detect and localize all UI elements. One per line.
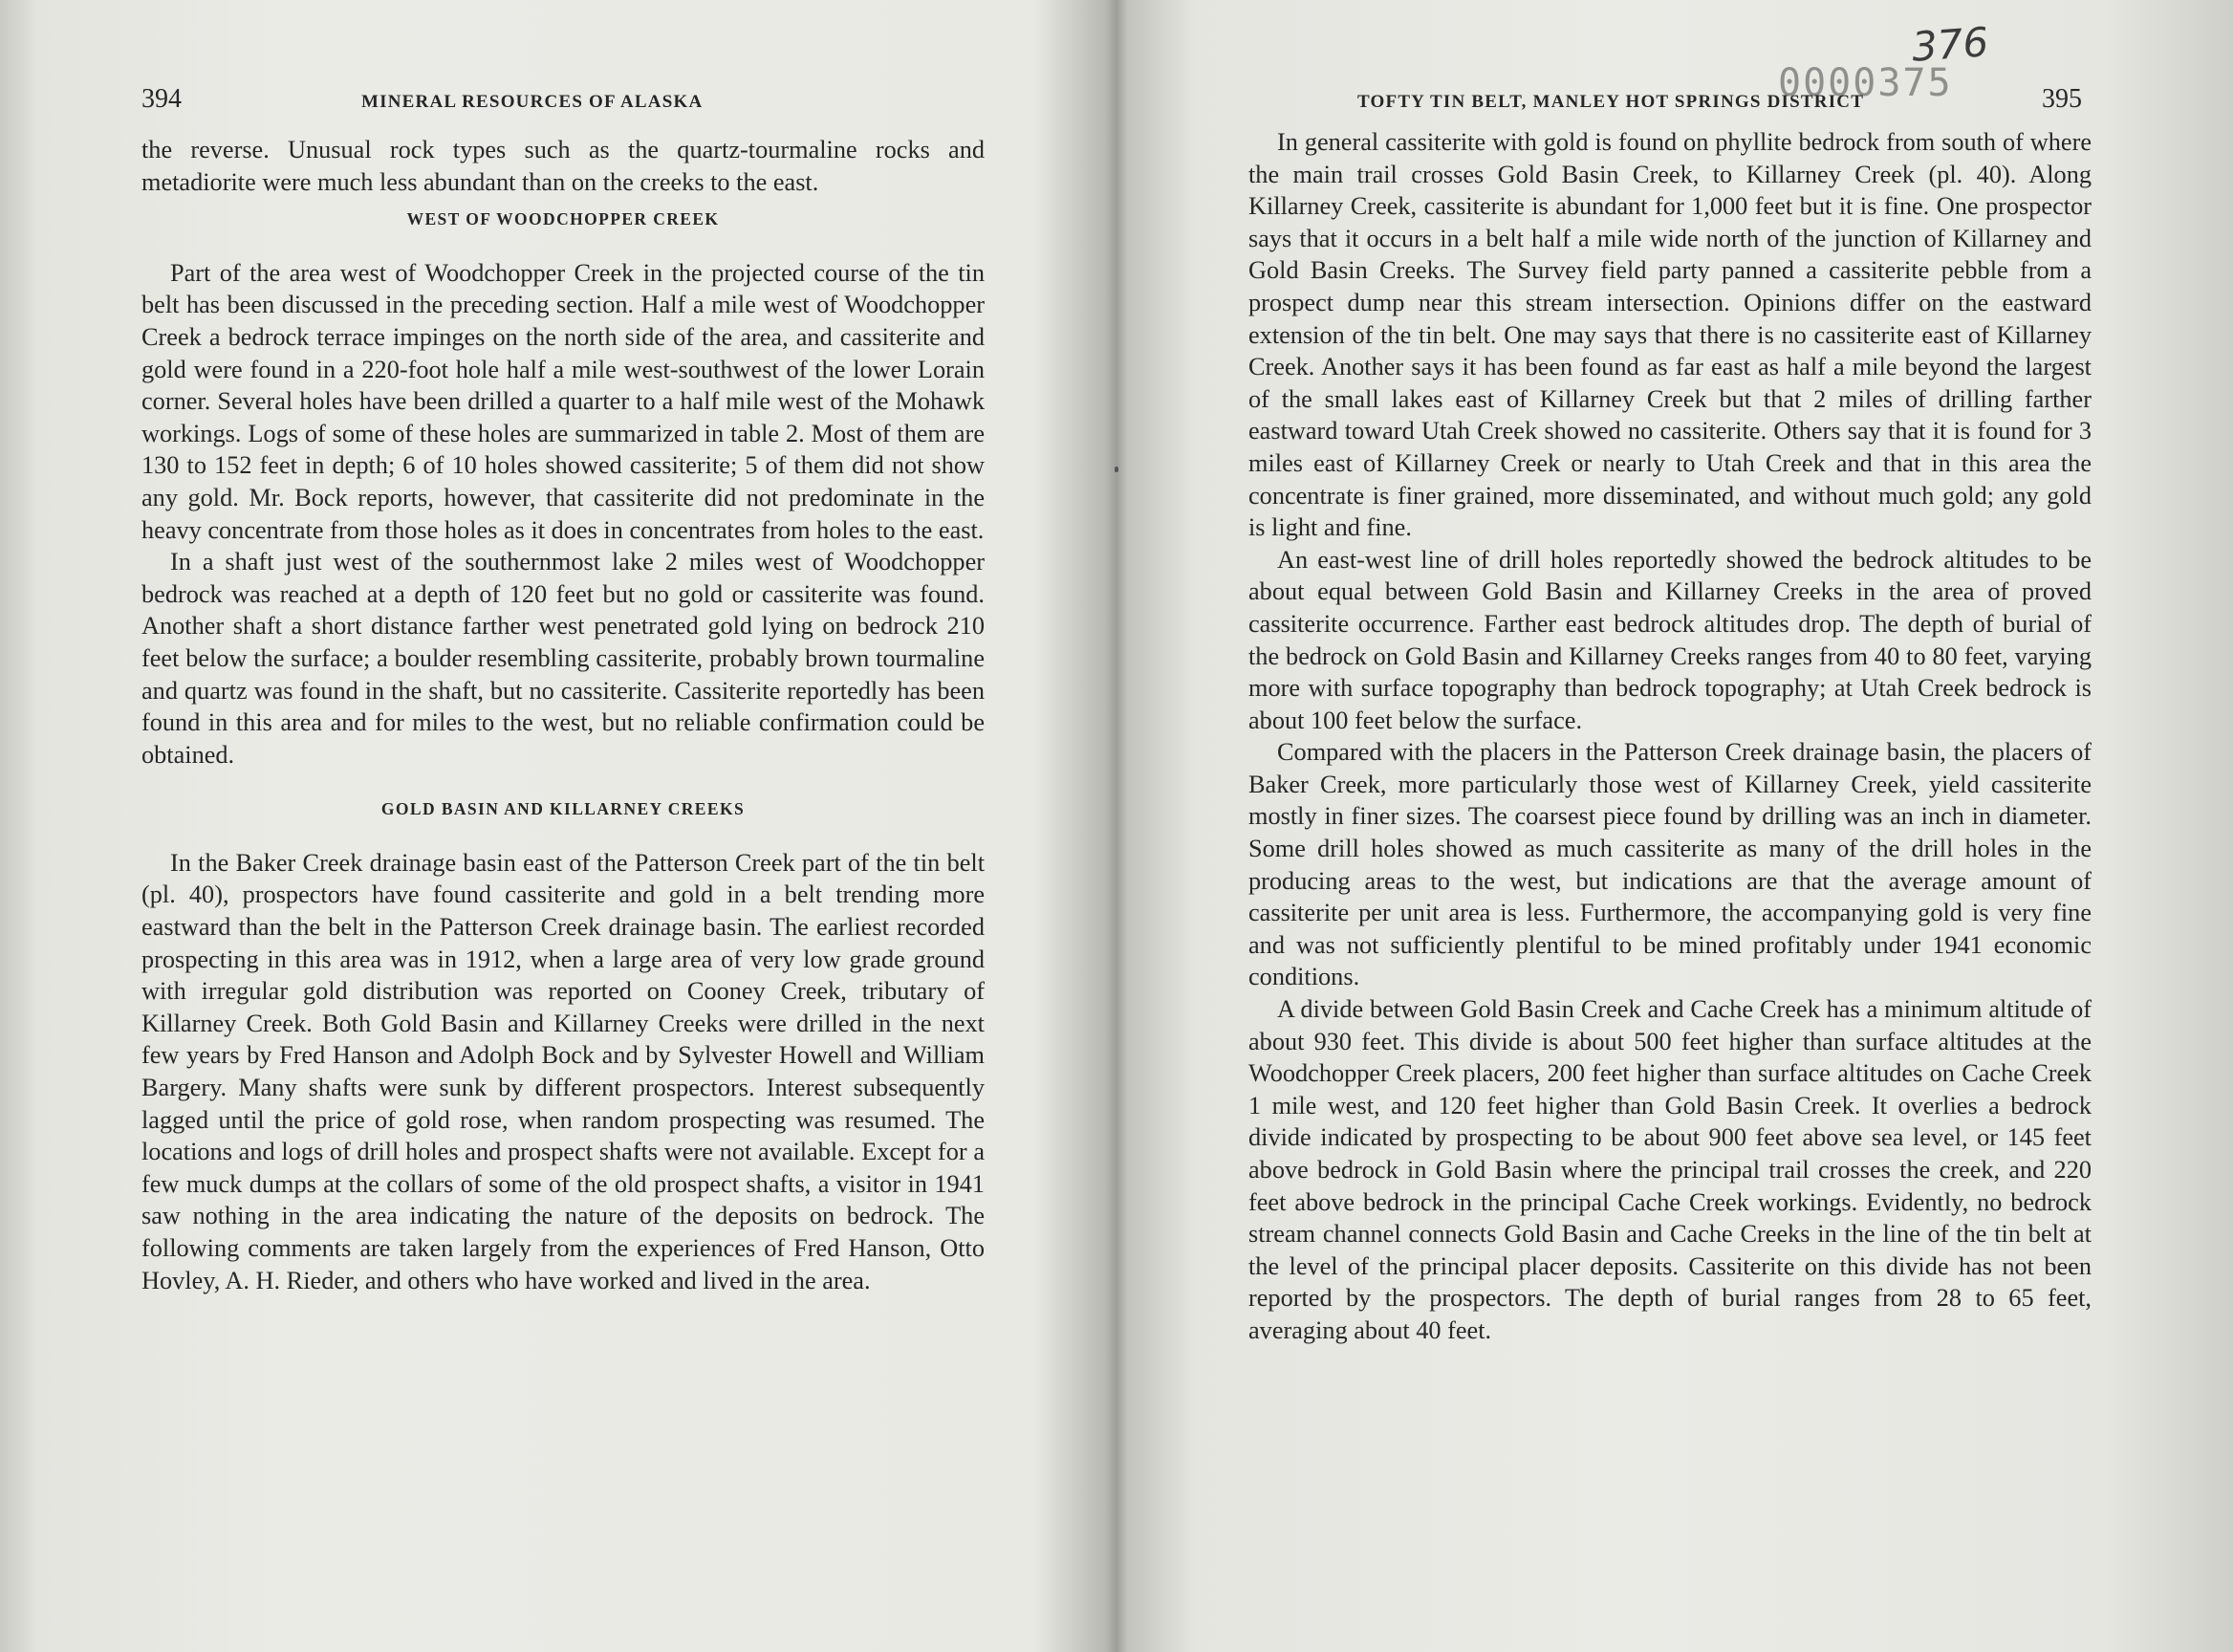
page-number: 394 — [141, 84, 182, 114]
paragraph: In general cassiterite with gold is found on phyllite bedrock from south of where the main trail crosses Gold Basin Creek, to Killarney Creek (pl. 40). Along Killarney Creek, cassiterite is abundant for 1,000 feet but it is fine. One prospector says that it occurs in a belt half a mile wide north of the junction of Killarney and Gold Basin Creeks. The Survey field party panned a cassiterite pebble from a prospect dump near this stream intersection. Opinions differ on the eastward extension of the tin belt. One may says that there is no cassiterite east of Killarney Creek. Another says it has been found as far east as half a mile beyond the largest of the small lakes east of Killarney Creek but that 2 miles of drilling farther eastward toward Utah Creek showed no cassiterite. Others say that it is found for 3 miles east of Killarney Creek or nearly to Utah Creek and that in this area the concentrate is finer grained, more disseminated, and without much gold; any gold is light and fine. — [1248, 128, 2092, 542]
page-number: 395 — [2042, 84, 2082, 114]
paragraph-continued: the reverse. Unusual rock types such as the quartz-tourmaline rocks and metadiorite were much less abundant than on the creeks to the east. — [141, 136, 985, 196]
paragraph: Compared with the placers in the Patterson Creek drainage basin, the placers of Baker Creek, more particularly those west of Killarney Creek, yield cassiterite mostly in finer sizes. The coarsest piece found by drilling was an inch in diameter. Some drill holes showed as much cassiterite as many of the drill holes in the producing areas to the west, but indications are that the average amount of cassiterite per unit area is less. Furthermore, the accompanying gold is very fine and was not sufficiently plentiful to be mined profitably under 1941 economic conditions. — [1248, 738, 2092, 991]
paragraph: An east-west line of drill holes reportedly showed the bedrock altitudes to be about equal between Gold Basin and Killarney Creeks in the area of proved cassiterite occurrence. Farther east bedrock altitudes drop. The depth of burial of the bedrock on Gold Basin and Killarney Creeks ranges from 40 to 80 feet, varying more with surface topography than bedrock topography; at Utah Creek bedrock is about 100 feet below the surface. — [1248, 545, 2092, 734]
handwritten-page-number: 376 — [1910, 18, 1990, 71]
running-head — [0, 84, 1115, 119]
running-head-title: MINERAL RESOURCES OF ALASKA — [361, 92, 704, 112]
paragraph: A divide between Gold Basin Creek and Cache Creek has a minimum altitude of about 930 feet. This divide is about 500 feet higher than surface altitudes at the Woodchopper Creek placers, 200 feet higher than surface altitudes on Cache Creek 1 mile west, and 120 feet higher than Gold Basin Creek. It overlies a bedrock divide indicated by prospecting to be about 900 feet above sea level, or 145 feet above bedrock in Gold Basin where the principal trail crosses the creek, and 220 feet above bedrock in the principal Cache Creek workings. Evidently, no bedrock stream channel connects Gold Basin and Cache Creeks in the line of the tin belt at the level of the principal placer deposits. Cassiterite on this divide has not been reported by the prospectors. The depth of burial ranges from 28 to 65 feet, averaging about 40 feet. — [1248, 995, 2092, 1344]
left-page-body — [141, 134, 985, 1296]
stamped-number: 0000375 — [1778, 61, 1953, 105]
section-heading-gold-basin: GOLD BASIN AND KILLARNEY CREEKS — [380, 799, 746, 819]
left-page — [0, 0, 1115, 1652]
right-page — [1118, 0, 2233, 1652]
paragraph: Part of the area west of Woodchopper Creek in the projected course of the tin belt has been discussed in the preceding section. Half a mile west of Woodchopper Creek a bedrock terrace impinges on the north side of the area, and cassiterite and gold were found in a 220-foot hole half a mile west-southwest of the lower Lorain corner. Several holes have been drilled a quarter to a half mile west of the Mohawk workings. Logs of some of these holes are summarized in table 2. Most of them are 130 to 152 feet in depth; 6 of 10 holes showed cassiterite; 5 of them did not show any gold. Mr. Bock reports, however, that cassiterite did not predominate in the heavy concentrate from those holes as it does in concentrates from holes to the east. — [141, 258, 985, 544]
running-head — [1118, 84, 2233, 119]
paragraph: In the Baker Creek drainage basin east of the Patterson Creek part of the tin belt (pl. 40), prospectors have found cassiterite and gold in a belt trending more eastward than the belt in the Patterson Creek drainage basin. The earliest recorded prospecting in this area was in 1912, when a large area of very low grade ground with irregular gold distribution was reported on Cooney Creek, tributary of Killarney Creek. Both Gold Basin and Killarney Creeks were drilled in the next few years by Fred Hanson and Adolph Bock and by Sylvester Howell and William Bargery. Many shafts were sunk by different prospectors. Interest subsequently lagged until the price of gold rose, when random prospecting was resumed. The locations and logs of drill holes and prospect shafts were not available. Except for a few muck dumps at the collars of some of the old prospect shafts, a visitor in 1941 saw nothing in the area indicating the nature of the deposits on bedrock. The following comments are taken largely from the experiences of Fred Hanson, Otto Hovley, A. H. Rieder, and others who have worked and lived in the area. — [141, 848, 985, 1294]
paragraph: In a shaft just west of the southernmost lake 2 miles west of Woodchopper bedrock was reached at a depth of 120 feet but no gold or cassiterite was found. Another shaft a short distance farther west penetrated gold lying on bedrock 210 feet below the surface; a boulder resembling cassiterite, probably brown tourmaline and quartz was found in the shaft, but no cassiterite. Cassiterite reportedly has been found in this area and for miles to the west, but no reliable confirmation could be obtained. — [141, 548, 985, 769]
right-page-body — [1248, 126, 2092, 1347]
running-head-title: TOFTY TIN BELT, MANLEY HOT SPRINGS DISTRICT — [1357, 92, 1865, 112]
section-heading-woodchopper: WEST OF WOODCHOPPER CREEK — [406, 209, 720, 229]
